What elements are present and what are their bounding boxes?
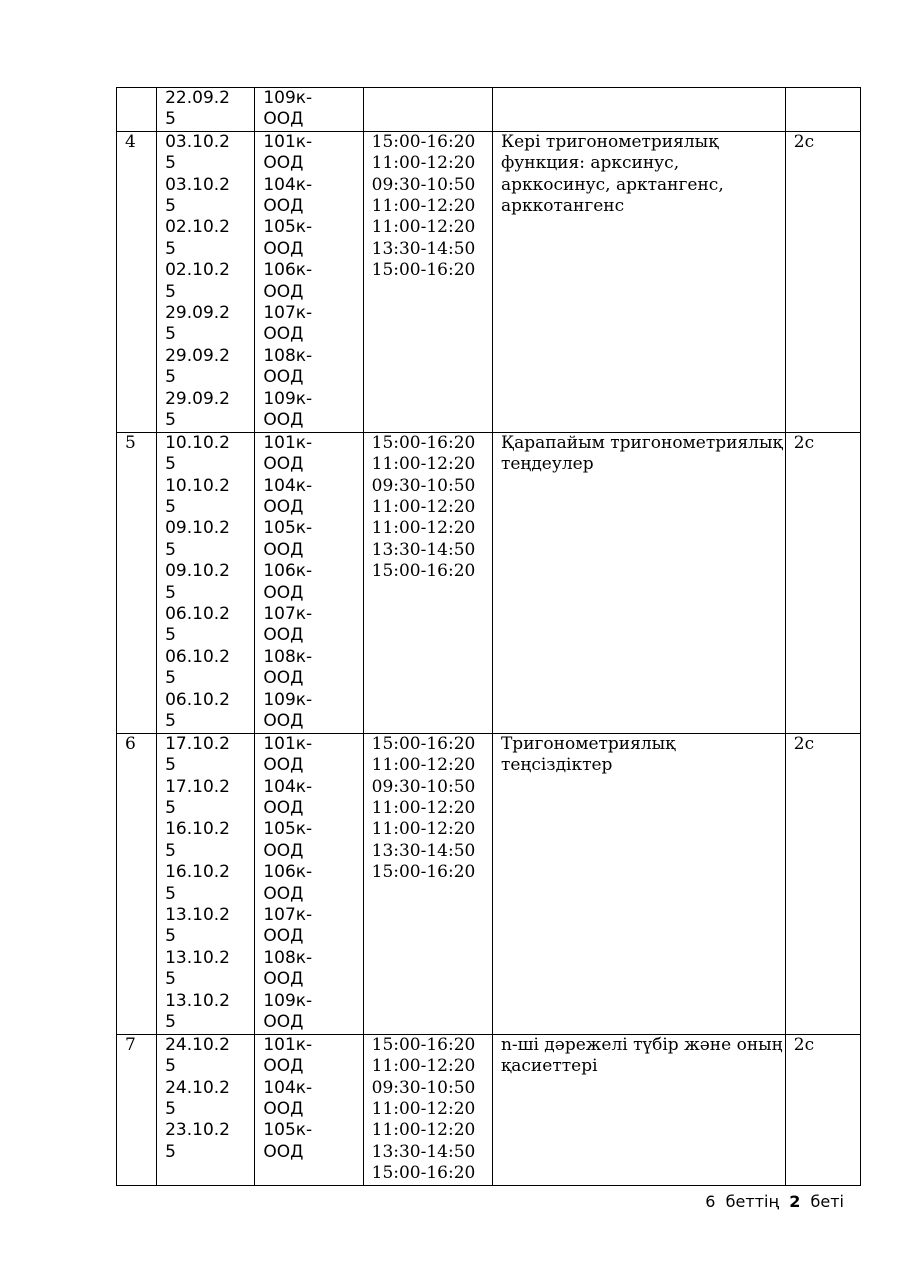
lesson-hours: 2с bbox=[793, 733, 815, 754]
lesson-time: 11:00-12:20 bbox=[371, 1056, 476, 1077]
topic-cell bbox=[492, 733, 785, 1034]
lesson-date: 17.10.2 5 bbox=[165, 733, 230, 776]
lesson-time: 11:00-12:20 bbox=[371, 454, 476, 475]
lesson-number: 4 bbox=[125, 131, 136, 152]
lesson-topic: Қарапайым тригонометриялық теңдеулер bbox=[500, 432, 783, 475]
lesson-date: 10.10.2 5 bbox=[165, 432, 230, 475]
topic-cell bbox=[492, 432, 785, 733]
lesson-time: 15:00-16:20 bbox=[371, 131, 476, 152]
group-code: 104к- ООД bbox=[263, 1077, 313, 1120]
lesson-date: 17.10.2 5 bbox=[165, 776, 230, 819]
lesson-time: 15:00-16:20 bbox=[371, 733, 476, 754]
group-code: 109к- ООД bbox=[263, 689, 313, 732]
dates-cell bbox=[157, 733, 255, 1034]
lesson-date: 09.10.2 5 bbox=[165, 518, 230, 560]
lesson-time: 11:00-12:20 bbox=[371, 518, 476, 539]
lesson-time: 15:00-16:20 bbox=[371, 862, 476, 883]
lesson-number-cell bbox=[117, 131, 157, 432]
lesson-date: 13.10.2 5 bbox=[165, 905, 230, 947]
lesson-time: 11:00-12:20 bbox=[371, 755, 476, 776]
lesson-date: 23.10.2 5 bbox=[165, 1120, 230, 1162]
lesson-date: 29.09.2 5 bbox=[165, 303, 230, 345]
lesson-date: 24.10.2 5 bbox=[165, 1034, 230, 1077]
dates-cell bbox=[157, 131, 255, 432]
group-code: 106к- ООД bbox=[263, 260, 313, 302]
group-code: 109к- ООД bbox=[263, 388, 313, 431]
lesson-time: 13:30-14:50 bbox=[371, 539, 476, 560]
lesson-time: 11:00-12:20 bbox=[371, 1099, 476, 1120]
lesson-time: 13:30-14:50 bbox=[371, 1141, 476, 1162]
group-code: 105к- ООД bbox=[263, 217, 313, 259]
lesson-date: 06.10.2 5 bbox=[165, 646, 230, 689]
lesson-time: 11:00-12:20 bbox=[371, 196, 476, 217]
lesson-time: 11:00-12:20 bbox=[371, 819, 476, 840]
hours-cell bbox=[785, 733, 860, 1034]
lesson-time: 15:00-16:20 bbox=[371, 260, 476, 281]
table-row bbox=[117, 1034, 861, 1185]
dates-cell bbox=[157, 432, 255, 733]
group-code: 101к- ООД bbox=[263, 1034, 313, 1077]
page-footer bbox=[705, 1192, 844, 1211]
lesson-date: 02.10.2 5 bbox=[165, 260, 230, 302]
lesson-time: 11:00-12:20 bbox=[371, 217, 476, 238]
lesson-date: 09.10.2 5 bbox=[165, 561, 230, 603]
topic-cell bbox=[492, 88, 785, 132]
lesson-date: 10.10.2 5 bbox=[165, 475, 230, 518]
lesson-time: 13:30-14:50 bbox=[371, 840, 476, 861]
group-code: 108к- ООД bbox=[263, 947, 313, 990]
groups-cell bbox=[255, 131, 363, 432]
lesson-date: 16.10.2 5 bbox=[165, 819, 230, 861]
lesson-hours: 2с bbox=[793, 432, 815, 453]
table-row bbox=[117, 432, 861, 733]
table-row bbox=[117, 88, 861, 132]
hours-cell bbox=[785, 1034, 860, 1185]
lesson-time: 09:30-10:50 bbox=[371, 174, 476, 195]
lesson-time: 13:30-14:50 bbox=[371, 238, 476, 259]
group-code: 108к- ООД bbox=[263, 646, 313, 689]
lesson-time: 11:00-12:20 bbox=[371, 497, 476, 518]
groups-cell bbox=[255, 88, 363, 132]
group-code: 106к- ООД bbox=[263, 561, 313, 603]
groups-cell bbox=[255, 432, 363, 733]
lesson-time: 09:30-10:50 bbox=[371, 776, 476, 797]
page-current: 2 bbox=[789, 1192, 801, 1211]
lesson-number-cell bbox=[117, 1034, 157, 1185]
lesson-topic: n-ші дәрежелі түбір және оның қасиеттері bbox=[500, 1034, 783, 1077]
groups-cell bbox=[255, 1034, 363, 1185]
group-code: 105к- ООД bbox=[263, 518, 313, 560]
group-code: 107к- ООД bbox=[263, 905, 313, 947]
times-cell bbox=[363, 1034, 492, 1185]
lesson-number-cell bbox=[117, 88, 157, 132]
lesson-time: 11:00-12:20 bbox=[371, 798, 476, 819]
lesson-hours: 2с bbox=[793, 1034, 815, 1055]
lesson-date: 16.10.2 5 bbox=[165, 862, 230, 904]
lesson-date: 06.10.2 5 bbox=[165, 689, 230, 732]
page-total: 6 bbox=[705, 1192, 716, 1211]
topic-cell bbox=[492, 131, 785, 432]
lesson-date: 13.10.2 5 bbox=[165, 990, 230, 1033]
page-of-label: беттің bbox=[725, 1192, 780, 1211]
hours-cell bbox=[785, 131, 860, 432]
group-code: 104к- ООД bbox=[263, 475, 313, 518]
lesson-time: 15:00-16:20 bbox=[371, 561, 476, 582]
group-code: 105к- ООД bbox=[263, 1120, 313, 1162]
group-code: 101к- ООД bbox=[263, 131, 313, 174]
lesson-time: 11:00-12:20 bbox=[371, 1120, 476, 1141]
lesson-date: 03.10.2 5 bbox=[165, 131, 230, 174]
table-row bbox=[117, 733, 861, 1034]
group-code: 108к- ООД bbox=[263, 345, 313, 388]
dates-cell bbox=[157, 88, 255, 132]
lesson-number-cell bbox=[117, 432, 157, 733]
lesson-date: 13.10.2 5 bbox=[165, 947, 230, 990]
lesson-date: 02.10.2 5 bbox=[165, 217, 230, 259]
lesson-date: 29.09.2 5 bbox=[165, 388, 230, 431]
group-code: 101к- ООД bbox=[263, 733, 313, 776]
hours-cell bbox=[785, 88, 860, 132]
page-label: беті bbox=[810, 1192, 844, 1211]
schedule-table bbox=[116, 87, 861, 1186]
group-code: 109к- ООД bbox=[263, 88, 313, 130]
group-code: 105к- ООД bbox=[263, 819, 313, 861]
lesson-date: 06.10.2 5 bbox=[165, 604, 230, 646]
groups-cell bbox=[255, 733, 363, 1034]
lesson-date: 03.10.2 5 bbox=[165, 174, 230, 217]
lesson-date: 29.09.2 5 bbox=[165, 345, 230, 388]
lesson-time: 09:30-10:50 bbox=[371, 475, 476, 496]
lesson-number: 7 bbox=[125, 1034, 136, 1055]
times-cell bbox=[363, 131, 492, 432]
times-cell bbox=[363, 733, 492, 1034]
group-code: 106к- ООД bbox=[263, 862, 313, 904]
lesson-time: 09:30-10:50 bbox=[371, 1077, 476, 1098]
group-code: 107к- ООД bbox=[263, 303, 313, 345]
lesson-date: 22.09.2 5 bbox=[165, 88, 230, 130]
lesson-time: 11:00-12:20 bbox=[371, 153, 476, 174]
table-row bbox=[117, 131, 861, 432]
group-code: 104к- ООД bbox=[263, 174, 313, 217]
lesson-time: 15:00-16:20 bbox=[371, 1163, 476, 1184]
times-cell bbox=[363, 432, 492, 733]
lesson-number: 6 bbox=[125, 733, 136, 754]
group-code: 104к- ООД bbox=[263, 776, 313, 819]
times-cell bbox=[363, 88, 492, 132]
dates-cell bbox=[157, 1034, 255, 1185]
hours-cell bbox=[785, 432, 860, 733]
group-code: 101к- ООД bbox=[263, 432, 313, 475]
lesson-time: 15:00-16:20 bbox=[371, 432, 476, 453]
lesson-topic: Тригонометриялық теңсіздіктер bbox=[500, 733, 676, 776]
group-code: 107к- ООД bbox=[263, 604, 313, 646]
lesson-hours: 2с bbox=[793, 131, 815, 152]
lesson-topic: Кері тригонометриялық функция: арксинус, арккосинус, арктангенс, арккотангенс bbox=[500, 131, 724, 217]
lesson-date: 24.10.2 5 bbox=[165, 1077, 230, 1120]
group-code: 109к- ООД bbox=[263, 990, 313, 1033]
lesson-number: 5 bbox=[125, 432, 136, 453]
lesson-number-cell bbox=[117, 733, 157, 1034]
schedule-body bbox=[117, 88, 861, 1186]
lesson-time: 15:00-16:20 bbox=[371, 1034, 476, 1055]
topic-cell bbox=[492, 1034, 785, 1185]
